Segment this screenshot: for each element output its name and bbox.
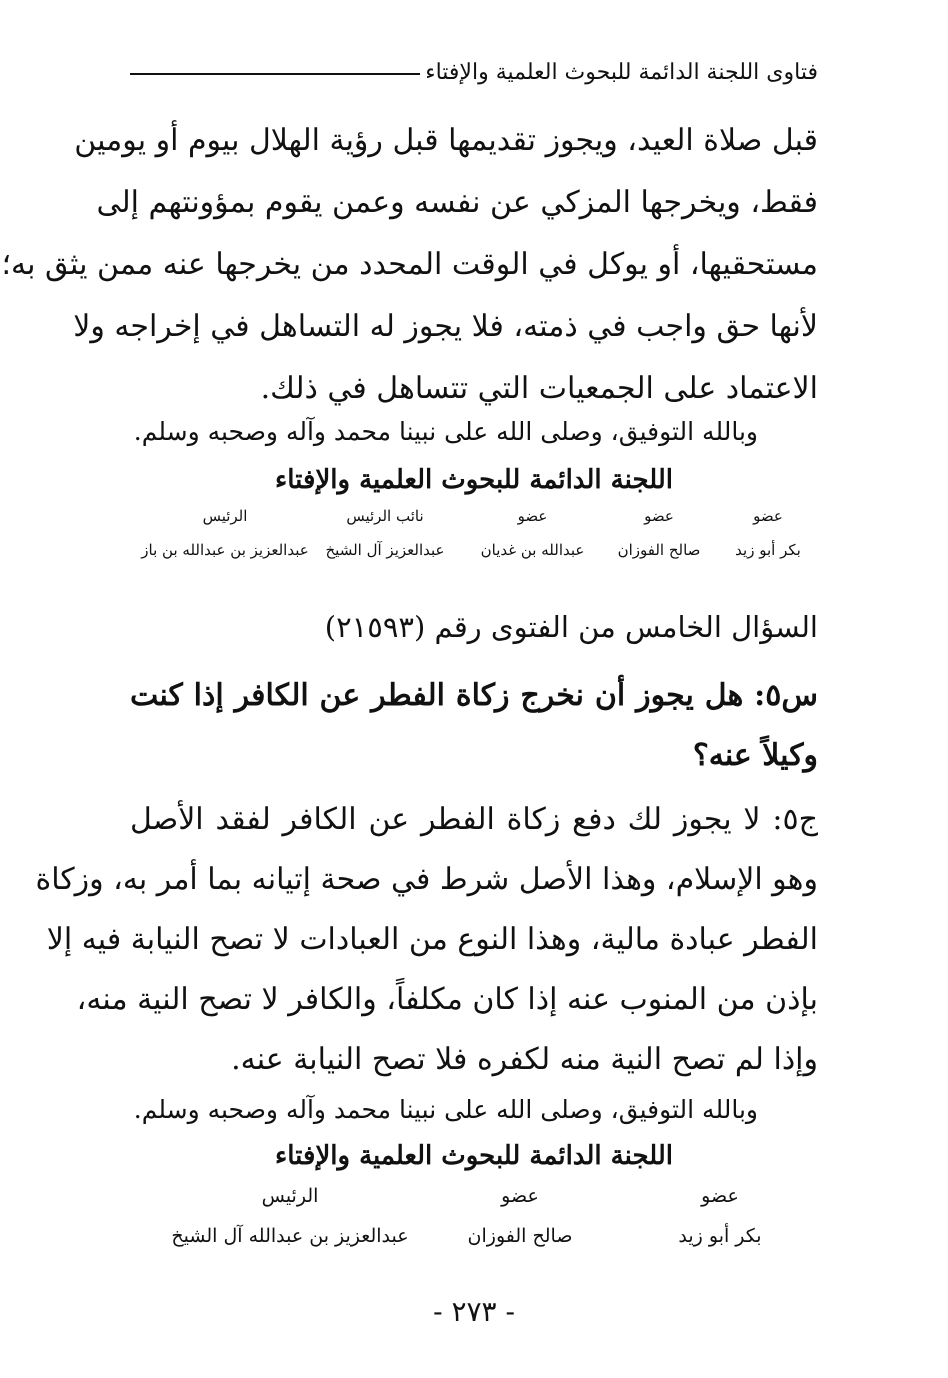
answer-line: الفطر عبادة مالية، وهذا النوع من العبادات لا تصح النيابة فيه إلا xyxy=(46,922,818,957)
signatory-role: عضو xyxy=(501,1185,539,1207)
fatwa1-line: فقط، ويخرجها المزكي عن نفسه وعمن يقوم بمؤونتهم إلى xyxy=(96,185,818,220)
fatwa1-line: لأنها حق واجب في ذمته، فلا يجوز له التساهل في إخراجه ولا xyxy=(73,309,818,344)
signatory-role: نائب الرئيس xyxy=(346,507,424,525)
signatory-role: الرئيس xyxy=(261,1185,319,1207)
signatory-role: عضو xyxy=(701,1185,739,1207)
signatory-name: عبدالعزيز بن عبدالله بن باز xyxy=(141,541,309,559)
fatwa1-line: مستحقيها، أو يوكل في الوقت المحدد من يخرجها عنه ممن يثق به؛ xyxy=(1,247,818,282)
signatory-name: صالح الفوزان xyxy=(467,1225,573,1247)
fatwa1-line: الاعتماد على الجمعيات التي تتساهل في ذلك. xyxy=(260,371,818,406)
answer-line: وإذا لم تصح النية منه لكفره فلا تصح النيابة عنه. xyxy=(231,1042,818,1077)
signatory-role: عضو xyxy=(517,507,548,525)
fatwa2-question xyxy=(130,666,818,786)
fatwa2-committee: اللجنة الدائمة للبحوث العلمية والإفتاء xyxy=(275,1141,673,1171)
fatwa1-body xyxy=(1,110,818,420)
signatory-name: بكر أبو زيد xyxy=(678,1225,762,1247)
signatory-role: الرئيس xyxy=(202,507,248,525)
signatory-name: صالح الفوزان xyxy=(617,541,701,559)
question-line: س٥: هل يجوز أن نخرج زكاة الفطر عن الكافر إذا كنت xyxy=(130,678,818,713)
running-header xyxy=(130,58,818,88)
answer-line: بإذن من المنوب عنه إذا كان مكلفاً، والكافر لا تصح النية منه، xyxy=(76,982,818,1017)
fatwa1-closing: وبالله التوفيق، وصلى الله على نبينا محمد وآله وصحبه وسلم. xyxy=(133,417,758,446)
fatwa1-line: قبل صلاة العيد، ويجوز تقديمها قبل رؤية الهلال بيوم أو يومين xyxy=(74,123,818,158)
answer-line: ج٥: لا يجوز لك دفع زكاة الفطر عن الكافر لفقد الأصل xyxy=(130,802,818,837)
page-number: - ٢٧٣ - xyxy=(433,1295,515,1328)
fatwa2-answer xyxy=(35,790,818,1090)
signatory-name: عبدالعزيز آل الشيخ xyxy=(325,541,445,559)
fatwa2-closing: وبالله التوفيق، وصلى الله على نبينا محمد وآله وصحبه وسلم. xyxy=(133,1095,758,1124)
signatory-name: عبدالله بن غديان xyxy=(480,541,585,559)
header-title: فتاوى اللجنة الدائمة للبحوث العلمية والإفتاء xyxy=(425,60,818,85)
signatory-name: بكر أبو زيد xyxy=(735,541,801,559)
answer-line: وهو الإسلام، وهذا الأصل شرط في صحة إتيانه بما أمر به، وزكاة xyxy=(35,862,818,897)
question-line: وكيلاً عنه؟ xyxy=(692,738,818,773)
signatory-role: عضو xyxy=(753,507,783,525)
fatwa1-committee: اللجنة الدائمة للبحوث العلمية والإفتاء xyxy=(275,465,673,495)
header-rule xyxy=(130,73,420,75)
signatory-role: عضو xyxy=(644,507,674,525)
fatwa2-title: السؤال الخامس من الفتوى رقم (٢١٥٩٣) xyxy=(324,610,818,644)
signatory-name: عبدالعزيز بن عبدالله آل الشيخ xyxy=(171,1225,409,1247)
